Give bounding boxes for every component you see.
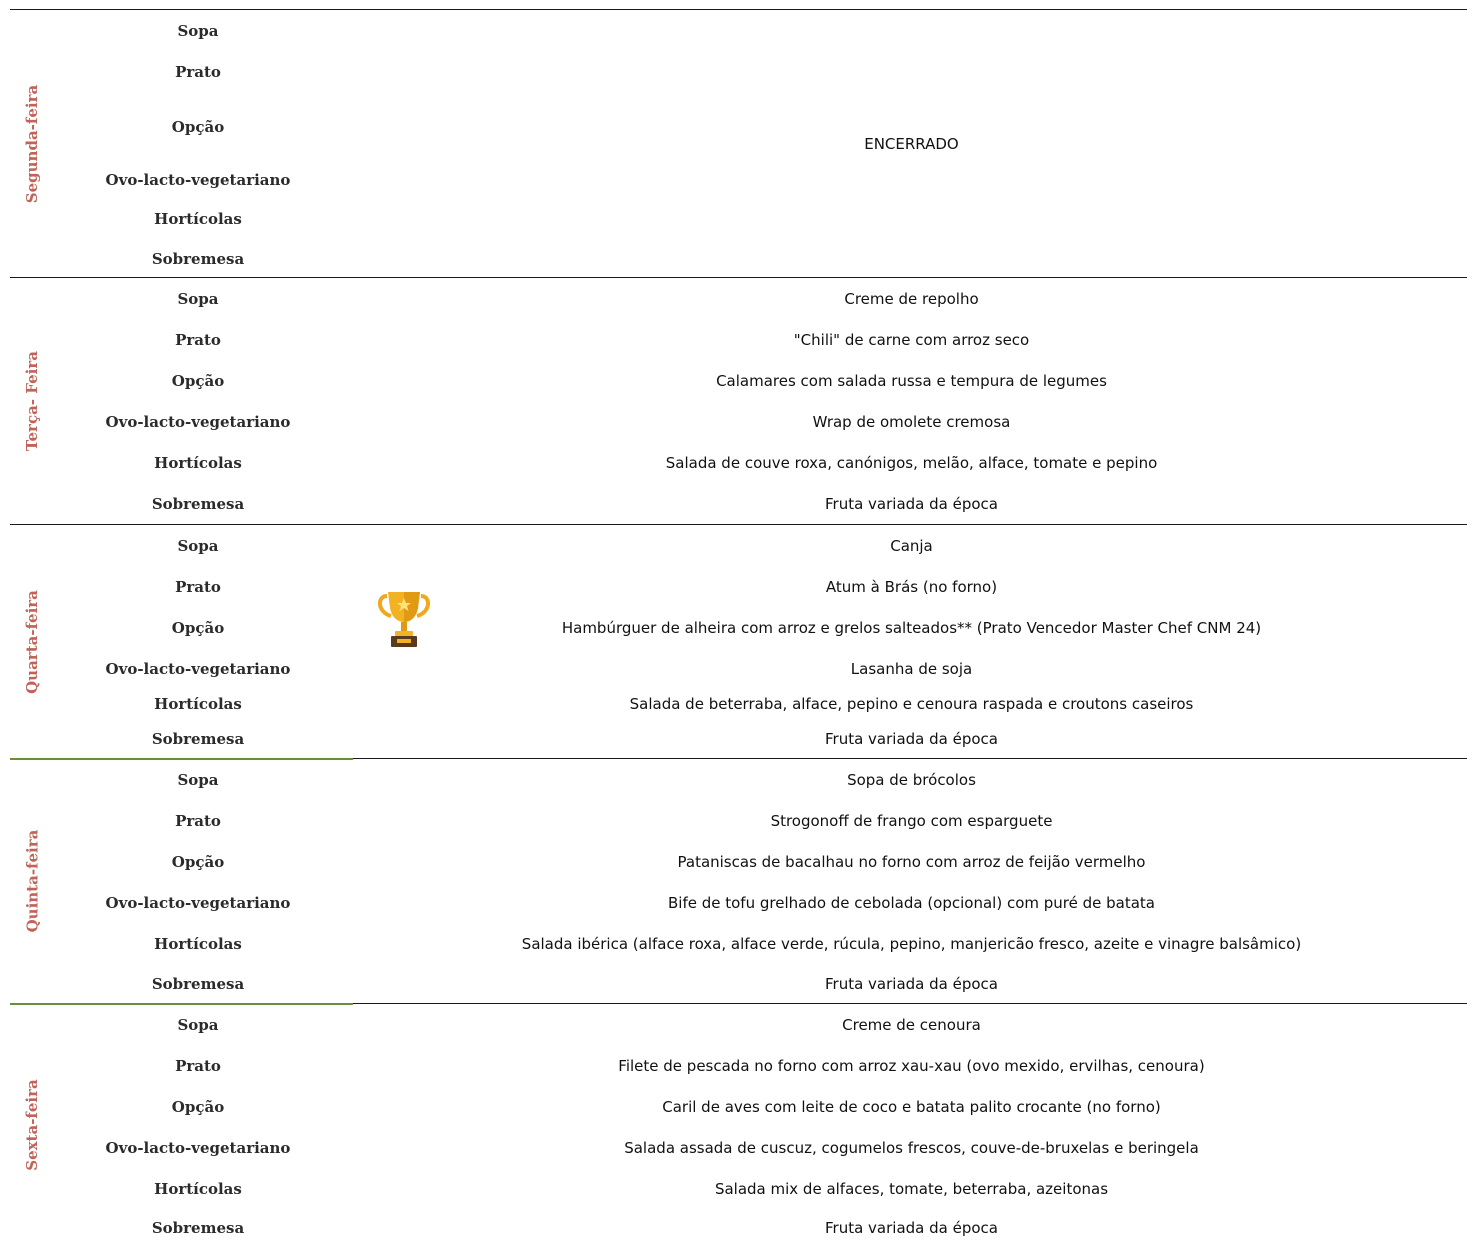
day-label: Segunda-feira: [23, 84, 41, 203]
dish-text: Creme de repolho: [844, 289, 979, 308]
dish-text: Fruta variada da época: [825, 494, 998, 513]
category-label: Sopa: [177, 1015, 219, 1034]
day-label: Quarta-feira: [23, 589, 42, 694]
category-label: Sopa: [177, 289, 219, 308]
category-label: Opção: [171, 118, 225, 136]
dish-text: Filete de pescada no forno com arroz xau-xau (ovo mexido, ervilhas, cenoura): [618, 1056, 1205, 1075]
dish-text: Hambúrguer de alheira com arroz e grelos salteados** (Prato Vencedor Master Chef CNM 24): [561, 618, 1262, 637]
category-label: Opção: [171, 618, 225, 637]
day-wednesday: [10, 524, 1467, 758]
day-label: Terça- Feira: [23, 351, 42, 451]
dish-text: Fruta variada da época: [825, 1218, 998, 1237]
dish-text: Wrap de omolete cremosa: [812, 412, 1011, 431]
category-label: Prato: [175, 811, 221, 830]
day-tuesday: [10, 277, 1467, 524]
category-label: Prato: [175, 330, 221, 349]
dish-text: Fruta variada da época: [825, 730, 998, 748]
dish-text: Salada ibérica (alface roxa, alface verde, rúcula, pepino, manjericão fresco, azeite e vinagre balsâmico): [521, 934, 1302, 953]
day-label: Sexta-feira: [23, 1078, 42, 1171]
day-friday: [10, 1003, 1467, 1245]
day-monday: [10, 9, 1467, 277]
category-label: Ovo-lacto-vegetariano: [105, 1138, 291, 1157]
dish-text: Salada de beterraba, alface, pepino e cenoura raspada e croutons caseiros: [629, 695, 1194, 713]
dish-text: Calamares com salada russa e tempura de legumes: [716, 371, 1107, 390]
category-label: Hortícolas: [154, 453, 242, 472]
category-label: Hortícolas: [154, 695, 242, 713]
closed-notice: ENCERRADO: [864, 134, 959, 153]
dish-text: Pataniscas de bacalhau no forno com arroz de feijão vermelho: [677, 852, 1146, 871]
day-thursday: [10, 758, 1467, 1003]
weekly-menu: [10, 9, 1467, 1245]
category-label: Sobremesa: [151, 494, 245, 513]
dish-text: Lasanha de soja: [850, 659, 973, 678]
dish-text: Bife de tofu grelhado de cebolada (opcional) com puré de batata: [668, 893, 1155, 912]
category-label: Hortícolas: [154, 210, 242, 228]
category-label: Hortícolas: [154, 934, 242, 953]
category-label: Opção: [171, 1097, 225, 1116]
category-label: Ovo-lacto-vegetariano: [105, 412, 291, 431]
category-label: Prato: [175, 1056, 221, 1075]
category-label: Sobremesa: [151, 249, 245, 268]
category-label: Opção: [171, 371, 225, 390]
trophy-icon: [375, 588, 433, 650]
category-label: Hortícolas: [154, 1179, 242, 1198]
dish-text: Strogonoff de frango com esparguete: [770, 811, 1053, 830]
dish-text: Caril de aves com leite de coco e batata palito crocante (no forno): [662, 1097, 1161, 1116]
dish-text: Salada de couve roxa, canónigos, melão, alface, tomate e pepino: [665, 453, 1158, 472]
dish-text: Creme de cenoura: [842, 1015, 981, 1034]
category-label: Sopa: [177, 770, 219, 789]
dish-text: Sopa de brócolos: [847, 770, 976, 789]
dish-text: Canja: [890, 536, 933, 555]
dish-text: Atum à Brás (no forno): [825, 577, 998, 596]
category-label: Opção: [171, 852, 225, 871]
category-label: Prato: [175, 577, 221, 596]
category-label: Ovo-lacto-vegetariano: [105, 893, 291, 912]
category-label: Sobremesa: [151, 975, 245, 993]
category-label: Ovo-lacto-vegetariano: [105, 171, 291, 189]
dish-text: "Chili" de carne com arroz seco: [793, 330, 1030, 349]
dish-text: Salada assada de cuscuz, cogumelos frescos, couve-de-bruxelas e beringela: [624, 1138, 1199, 1157]
category-label: Sopa: [177, 21, 219, 40]
day-label: Quinta-feira: [23, 829, 41, 933]
category-label: Prato: [175, 63, 221, 81]
category-label: Ovo-lacto-vegetariano: [105, 659, 291, 678]
category-label: Sopa: [177, 536, 219, 555]
category-label: Sobremesa: [151, 730, 245, 748]
dish-text: Fruta variada da época: [825, 975, 998, 993]
category-label: Sobremesa: [151, 1218, 245, 1237]
dish-text: Salada mix de alfaces, tomate, beterraba, azeitonas: [714, 1179, 1109, 1198]
